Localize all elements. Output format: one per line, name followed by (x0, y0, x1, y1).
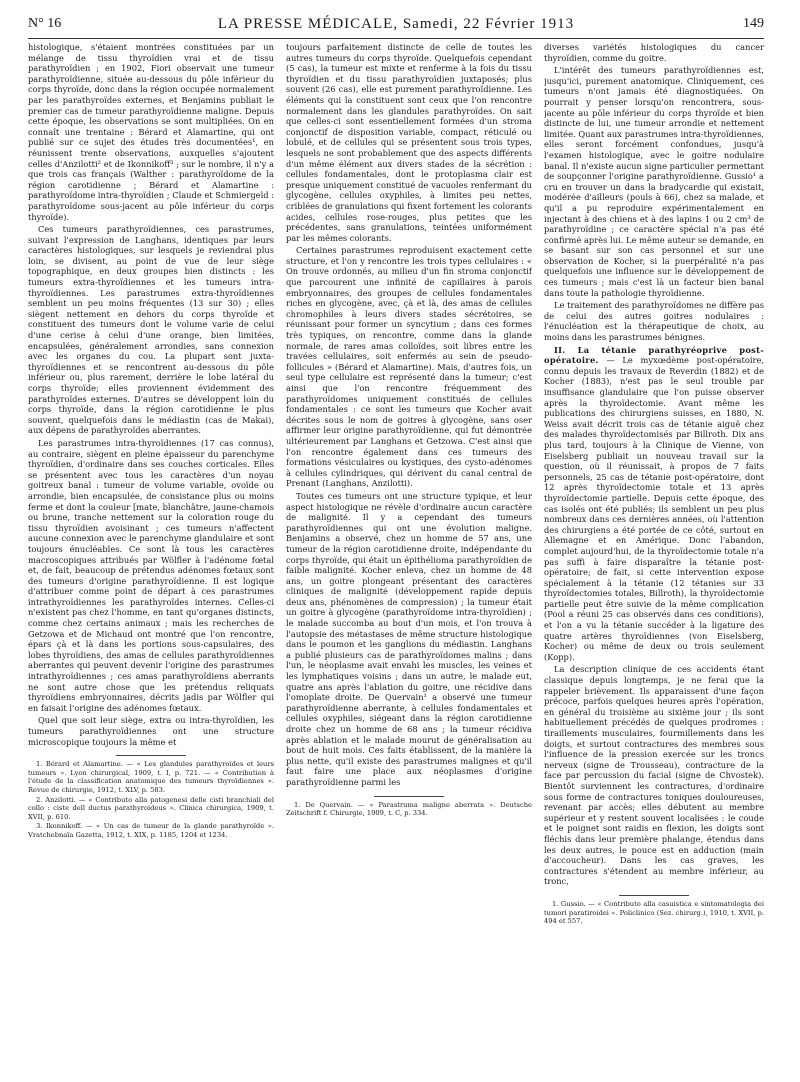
footnote: 1. Gussio. — « Contributo alla casuistica e sintomatologia dei tumori paratiroidei ». Policlinico (Sez. chirurg.), 1910, t. XVII, p. 494 et 557. (544, 899, 764, 926)
footnote: 1. De Quervain. — « Parastruma maligne aberrata ». Deutsche Zeitschrift f. Chirurgie, 1909, t. C, p. 334. (286, 800, 532, 818)
issue-number: N° 16 (28, 16, 62, 31)
paragraph: Quel que soit leur siège, extra ou intra-thyroïdien, les tumeurs parathyroïdiennes ont une structure microscopique toujours la même et (28, 715, 274, 747)
footnote-rule (374, 796, 444, 797)
section-text: — Le myxœdème post-opératoire, connu depuis les travaux de Reverdin (1882) et de Kocher (1883), n'est pas le seul trouble par insuffisance glandulaire que l'on puisse observer après la thyroïdectomie. Avant même les publications des chirurgiens suisses, en 1880, N. Weiss avait décrit trois cas de tétanie aiguë chez des malades thyroïdectomisés par Billroth. Dix ans plus tard, toujours à la Clinique de Vienne, von Eiselsberg publiait un nouveau travail sur la question, où il réunissait, à propos de 7 faits personnels, 25 cas de tétanie post-opératoire, dont 12 après thyroïdectomie totale et 13 après thyroïdectomie partielle. Depuis cette époque, des cas isolés ont été publiés; ils semblent un peu plus nombreux dans ces dernières années, où l'attention des chirurgiens a été portée de ce côté, surtout en Allemagne et en Amérique. Donc l'abandon, complet aujourd'hui, de la thyroïdectomie totale n'a pas suffi à faire disparaître la tétanie post-opératoire; de fait, si cette intervention expose spécialement à la tétanie (12 tétanies sur 33 thyroïdectomies totales, Billroth), la thyroïdectomie partielle peut être suivie de la même complication (Pool a réuni 25 cas observés dans ces conditions), et l'on a vu la tétanie succéder à la ligature des quatre artères thyroïdiennes (von Eiselsberg, Kocher) ou même de deux ou trois seulement (Kopp). (544, 355, 764, 662)
journal-title: LA PRESSE MÉDICALE, Samedi, 22 Février 1913 (217, 16, 575, 32)
footnote-rule (619, 895, 689, 896)
footnote: 1. Bérard et Alamartine. — « Les glandules parathyroïdes et leurs tumeurs ». Lyon chirurgical, 1909, t. I, p. 721. — « Contribution à l'étude de la classification anatomique des tumeurs thyroïdiennes ». Revue de chirurgie, 1912, t. XLV, p. 583. (28, 760, 274, 794)
paragraph: toujours parfaitement distincte de celle de toutes les autres tumeurs du corps thyroïde. Quelquefois cependant (5 cas), la tumeur est mixte et renferme à la fois du tissu thyroïdien et du tissu parathyroïdien juxtaposés; plus souvent (26 cas), elle est purement parathyroïdienne. Les éléments qui la constituent sont ceux que l'on rencontre normalement dans les glandules parathyroïdes. On sait que celles-ci sont essentiellement formées d'un stroma conjonctif de disposition variable, compact, réticulé ou lobulé, et de cellules qui se présentent sous trois types, lesquels ne sont probablement que des aspects différents d'un même élément aux divers stades de la sécrétion : cellules fondamentales, dont le protoplasma clair est presque uniquement constitué de vacuoles renfermant du glycogène, cellules oxyphiles, à limites peu nettes, criblées de granulations qui fixent fortement les colorants acides, cellules rose-rouges, plus petites que les précédentes, sans granulations, teintées uniformément par les mêmes colorants. (286, 42, 532, 243)
footnote: 2. Anzilotti. — « Contributo alla patogenesi delle cisti branchiali del collo : ciste dell ductus parathyroideus ». Clinica chirurgica, 1909, t. XVII, p. 610. (28, 795, 274, 821)
paragraph: diverses variétés histologiques du cancer thyroïdien, comme du goitre. (544, 42, 764, 63)
paragraph: La description clinique de ces accidents étant classique depuis longtemps, je ne ferai que la rappeler brièvement. Ils apparaissent d'une façon précoce, parfois quelques heures après l'opération, en général du troisième au sixième jour ; ils sont habituellement précédés de quelques prodromes : tiraillements musculaires, fourmillements dans les doigts, et surtout contractures des membres sous l'influence de la pression exercée sur les troncs nerveux (signe de Trousseau), contracture de la face par percussion du facial (signe de Chvostek). Bientôt surviennent les contractures, d'ordinaire sous forme de contractures toniques douloureuses, revenant par accès; elles débutent au membre supérieur et y restent souvent localisées : le coude et le poignet sont raidis en flexion, les doigts sont fléchis dans leur première phalange, étendus dans les deux autres, le pouce est en adduction (main d'accoucheur). Dans les cas graves, les contractures s'étendent au membre inférieur, au tronc, (544, 664, 764, 887)
column-1 (28, 42, 274, 1070)
page-number: 149 (743, 16, 764, 31)
paragraph: L'intérêt des tumeurs parathyroïdiennes est, jusqu'ici, purement anatomique. Cliniquement, ces tumeurs n'ont jamais été diagnostiquées. On pourrait y penser lorsqu'on rencontrera, sous-jacente au pôle inférieur du corps thyroïde et bien distincte de lui, une tumeur arrondie et nettement limitée. Quant aux parastrumes intra-thyroïdiennes, elles seront forcément confondues, jusqu'à l'examen histologique, avec le goitre nodulaire banal. Il n'existe aucun signe particulier permettant de soupçonner l'origine parathyroïdienne. Gussio¹ a cru en trouver un dans la bradycardie qui existait, modérée d'ailleurs (pouls à 66), chez sa malade, et qu'il a pu reproduire expérimentalement en injectant à des chiens et à des lapins 1 ou 2 cm³ de parathyroïdine ; ce caractère spécial n'a pas été confirmé après lui. Le même auteur se demande, en se basant sur son cas personnel et sur une observation de Kocher, si la puerpéralité n'a pas quelquefois une influence sur le développement de ces tumeurs ; mais c'est là un facteur bien banal dans toute la pathologie thyroïdienne. (544, 65, 764, 298)
footnote-rule (116, 755, 186, 756)
paragraph: Ces tumeurs parathyroïdiennes, ces parastrumes, suivant l'expression de Langhans, identiques par leurs caractères histologiques, sur lesquels je reviendrai plus loin, se divisent, au point de vue de leur siège topographique, en deux groupes bien distincts : les tumeurs extra-thyroïdiennes et les tumeurs intra-thyroïdiennes. Les parastrumes extra-thyroïdiennes semblent un peu moins fréquentes (13 sur 30) ; elles siègent nettement en dehors du corps thyroïde et constituent des tumeurs dont le volume varie de celui d'une cerise à celui d'une orange, bien limitées, encapsulées, généralement arrondies, sans connexion avec les organes du cou. La plupart sont juxta-thyroïdiennes et se rencontrent au-dessous du pôle inférieur ou, plus rarement, derrière le lobe latéral du corps thyroïde; elles proviennent évidemment des parathyroïdes externes. D'autres se développent loin du corps thyroïde, dans la région carotidienne le plus souvent, quelquefois dans le médiastin (cas de Makai), aux dépens de parathyroïdes aberrantes. (28, 224, 274, 436)
paragraph: Certaines parastrumes reproduisent exactement cette structure, et l'on y rencontre les trois types cellulaires : « On trouve ordonnés, au milieu d'un fin stroma conjonctif que parcourent une infinité de capillaires à parois embryonnaires, des groupes de cellules fondamentales riches en glycogène, avec, çà et là, des amas de cellules chromophiles à leurs divers stades sécrétoires, se réunissant pour former un syncytium ; dans ces formes très typiques, on rencontre, comme dans la glande normale, de rares amas colloïdes, soit libres entre les travées cellulaires, soit enfermés au sein de pseudo-follicules » (Bérard et Alamartine). Mais, d'autres fois, un seul type cellulaire est représenté dans la tumeur; c'est ainsi que l'on rencontre fréquemment des parathyroïdomes uniquement constitués de cellules fondamentales : ce sont les tumeurs que Kocher avait décrites sous le nom de goitres à glycogène, sans oser affirmer leur origine parathyroïdienne, qui fut démontrée ultérieurement par Langhans et Getzowa. C'est ainsi que l'on rencontre également dans ces tumeurs des formations vésiculaires ou kystiques, des cysto-adénomes à cellules cylindriques, qui dérivent du canal central de Prenant (Langhans, Anzilotti). (286, 245, 532, 489)
paragraph: Toutes ces tumeurs ont une structure typique, et leur aspect histologique ne révèle d'ordinaire aucun caractère de malignité. Il y a cependant des tumeurs parathyroïdiennes qui ont une évolution maligne. Benjamins a observé, chez un homme de 57 ans, une tumeur de la région carotidienne droite, indépendante du corps thyroïde, qui était un épithélioma parathyroïdien de faible malignité. Kocher enleva, chez un homme de 48 ans, un goitre plongeant présentant des caractères cliniques de malignité (développement rapide depuis deux ans, phénomènes de compression) ; la tumeur était un goitre à glycogène (parathyroïdome intra-thyroïdien) ; le malade succomba au bout d'un mois, et l'on trouva à l'autopsie des métastases de même structure histologique dans le poumon et les ganglions du médiastin. Langhans a publié plusieurs cas de parathyroïdomes malins ; dans l'un, le néoplasme avait envahi les muscles, les veines et les lymphatiques voisins ; dans un autre, le malade eut, quatre ans après l'ablation du goitre, une récidive dans l'omoplate droite. De Quervain¹ a observé une tumeur parathyroïdienne aberrante, à cellules fondamentales et cellules oxyphiles, siégeant dans la région carotidienne droite chez un homme de 68 ans ; la tumeur récidiva après ablation et le malade mourut de généralisation au bout de huit mois. Ces faits établissent, de la manière la plus nette, qu'il existe des parastrumes malignes et qu'il faut faire une place aux néoplasmes d'origine parathyroïdienne parmi les (286, 490, 532, 787)
paragraph: Les parastrumes intra-thyroïdiennes (17 cas connus), au contraire, siègent en pleine épaisseur du parenchyme thyroïdien, d'ordinaire dans ses couches corticales. Elles se présentent avec tous les caractères d'un noyau goitreux banal : tumeur de volume variable, ovoïde ou arrondie, bien encapsulée, de consistance plus ou moins ferme et dont la couleur [mate, blanchâtre, jaune-chamois ou brune, tranche nettement sur la coloration rouge du tissu thyroïdien avoisinant ; ces tumeurs n'affectent aucune connexion avec le parenchyme glandulaire et sont toujours énucléables. Ce sont là tous les caractères macroscopiques attribués par Wölfler à l'adénome fœtal et, de fait, beaucoup de prétendus adénomes fœtaux sont des tumeurs d'origine parathyroïdienne. Il est logique d'attribuer comme point de départ à ces parastrumes intrathyroïdiennes les parathyroïdes internes. Celles-ci n'existent pas chez l'homme, en tant qu'organes distincts, comme chez certains animaux ; mais les recherches de Getzowa et de Michaud ont montré que l'on rencontre, épars çà et là dans les portions sous-capsulaires, des lobes thyroïdiens, des amas de cellules parathyroïdiennes aberrantes qui peuvent devenir l'origine des parastrumes intrathyroïdiennes ; ces amas parathyroïdiens aberrants ne sont autre chose que les prétendus reliquats thyroïdiens embryonnaires, décrits jadis par Wölfler qui en faisait l'origine des adénomes fœtaux. (28, 437, 274, 713)
footnote: 3. Ikonnikoff. — « Un cas de tumeur de la glande parathyroïde ». Vratchebnaïa Gazetta, 1912, t. XIX, p. 1185, 1204 et 1234. (28, 822, 274, 839)
section-heading: II. La tétanie parathyréoprive post-opératoire. (544, 344, 764, 366)
paragraph: Le traitement des parathyroïdomes ne diffère pas de celui des autres goitres nodulaires : l'énucléation est la thérapeutique de choix, au moins dans les parastrumes bénignes. (544, 300, 764, 343)
page-header (28, 14, 764, 39)
column-3 (544, 42, 764, 1070)
section-paragraph (544, 345, 764, 663)
column-2 (286, 42, 532, 1070)
paragraph: histologique, s'étaient montrées constituées par un mélange de tissu thyroïdien vrai et de tissu parathyroïdien ; en 1902, Fiori observait une tumeur parathyroïdienne, située au-dessous du pôle inférieur du corps thyroïde, donc dans la région occupée normalement par les parathyroïdes externes, et Benjamins publiait le premier cas de tumeur parathyroïdienne maligne. Depuis cette époque, les observations se sont multipliées. On en connaît une trentaine : Bérard et Alamartine, qui ont publié sur ce sujet des études très documentées¹, en réunissent trente observations, auxquelles s'ajoutent celles d'Anzilotti² et de Ikonnikoff³ ; sur le nombre, il n'y a que trois cas français (Walther : parathyroïdome de la région carotidienne ; Bérard et Alamartine : parathyroïdome intra-thyroïdien ; Claude et Schmiergeld : parathyroïdome sous-jacent au pôle inférieur du corps thyroïde). (28, 42, 274, 222)
